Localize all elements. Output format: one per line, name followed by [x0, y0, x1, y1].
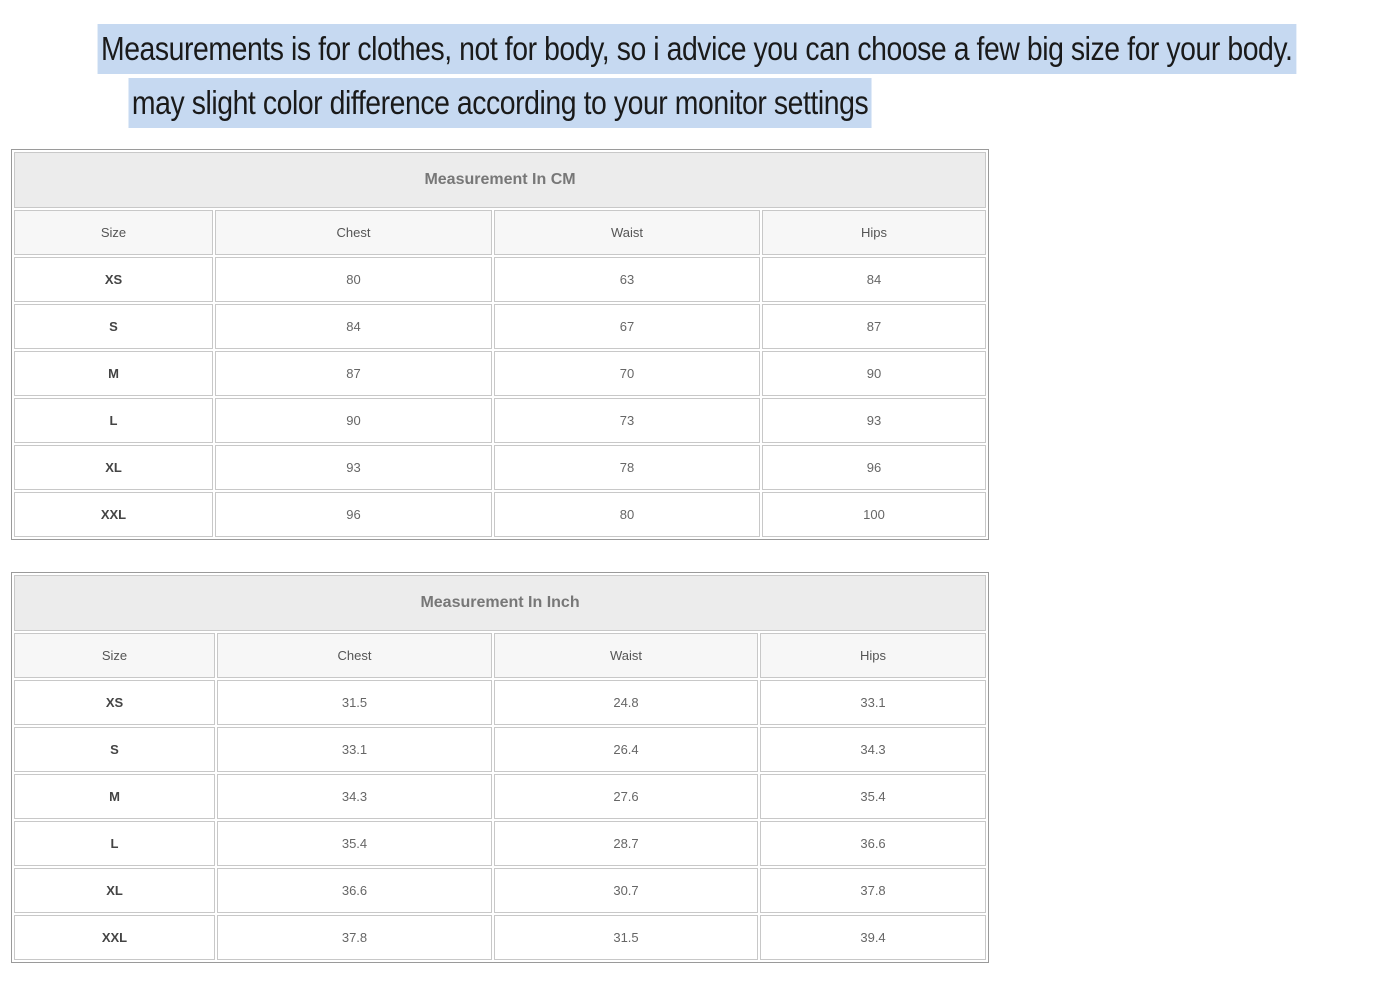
header-hips: Hips	[762, 210, 986, 255]
size-cell: S	[14, 727, 215, 772]
chest-cell: 87	[215, 351, 492, 396]
chest-cell: 33.1	[217, 727, 492, 772]
chest-cell: 35.4	[217, 821, 492, 866]
waist-cell: 27.6	[494, 774, 758, 819]
table-row	[14, 445, 986, 490]
chest-cell: 36.6	[217, 868, 492, 913]
table-row	[14, 398, 986, 443]
waist-cell: 63	[494, 257, 760, 302]
waist-cell: 73	[494, 398, 760, 443]
size-cell: XXL	[14, 915, 215, 960]
hips-cell: 33.1	[760, 680, 986, 725]
hips-cell: 90	[762, 351, 986, 396]
hips-cell: 93	[762, 398, 986, 443]
size-cell: XXL	[14, 492, 213, 537]
header-size: Size	[14, 633, 215, 678]
table-row	[14, 821, 986, 866]
waist-cell: 24.8	[494, 680, 758, 725]
size-cell: L	[14, 398, 213, 443]
hips-cell: 87	[762, 304, 986, 349]
size-cell: XS	[14, 680, 215, 725]
notice-line-measurement: Measurements is for clothes, not for body, so i advice you can choose a few big size for your body.	[98, 24, 1296, 74]
header-chest: Chest	[217, 633, 492, 678]
chest-cell: 90	[215, 398, 492, 443]
waist-cell: 28.7	[494, 821, 758, 866]
waist-cell: 80	[494, 492, 760, 537]
hips-cell: 36.6	[760, 821, 986, 866]
chest-cell: 84	[215, 304, 492, 349]
header-hips: Hips	[760, 633, 986, 678]
table-header-row	[14, 633, 986, 678]
notice-banner	[0, 24, 1293, 132]
notice-line-color: may slight color difference according to your monitor settings	[128, 78, 871, 128]
table-row	[14, 774, 986, 819]
waist-cell: 78	[494, 445, 760, 490]
table-title: Measurement In Inch	[14, 575, 986, 631]
hips-cell: 35.4	[760, 774, 986, 819]
hips-cell: 37.8	[760, 868, 986, 913]
hips-cell: 100	[762, 492, 986, 537]
table-row	[14, 680, 986, 725]
size-table-inch	[11, 572, 989, 963]
waist-cell: 30.7	[494, 868, 758, 913]
table-row	[14, 915, 986, 960]
chest-cell: 34.3	[217, 774, 492, 819]
hips-cell: 96	[762, 445, 986, 490]
size-cell: M	[14, 351, 213, 396]
waist-cell: 70	[494, 351, 760, 396]
header-chest: Chest	[215, 210, 492, 255]
chest-cell: 96	[215, 492, 492, 537]
table-row	[14, 492, 986, 537]
header-waist: Waist	[494, 633, 758, 678]
waist-cell: 67	[494, 304, 760, 349]
size-cell: XL	[14, 445, 213, 490]
size-cell: XL	[14, 868, 215, 913]
size-table-cm	[11, 149, 989, 540]
chest-cell: 93	[215, 445, 492, 490]
hips-cell: 84	[762, 257, 986, 302]
size-cell: S	[14, 304, 213, 349]
chest-cell: 80	[215, 257, 492, 302]
size-cell: M	[14, 774, 215, 819]
chest-cell: 37.8	[217, 915, 492, 960]
table-row	[14, 257, 986, 302]
table-row	[14, 727, 986, 772]
table-header-row	[14, 210, 986, 255]
table-title: Measurement In CM	[14, 152, 986, 208]
header-size: Size	[14, 210, 213, 255]
header-waist: Waist	[494, 210, 760, 255]
table-row	[14, 304, 986, 349]
table-row	[14, 351, 986, 396]
hips-cell: 34.3	[760, 727, 986, 772]
size-cell: L	[14, 821, 215, 866]
waist-cell: 31.5	[494, 915, 758, 960]
chest-cell: 31.5	[217, 680, 492, 725]
waist-cell: 26.4	[494, 727, 758, 772]
size-cell: XS	[14, 257, 213, 302]
table-row	[14, 868, 986, 913]
hips-cell: 39.4	[760, 915, 986, 960]
